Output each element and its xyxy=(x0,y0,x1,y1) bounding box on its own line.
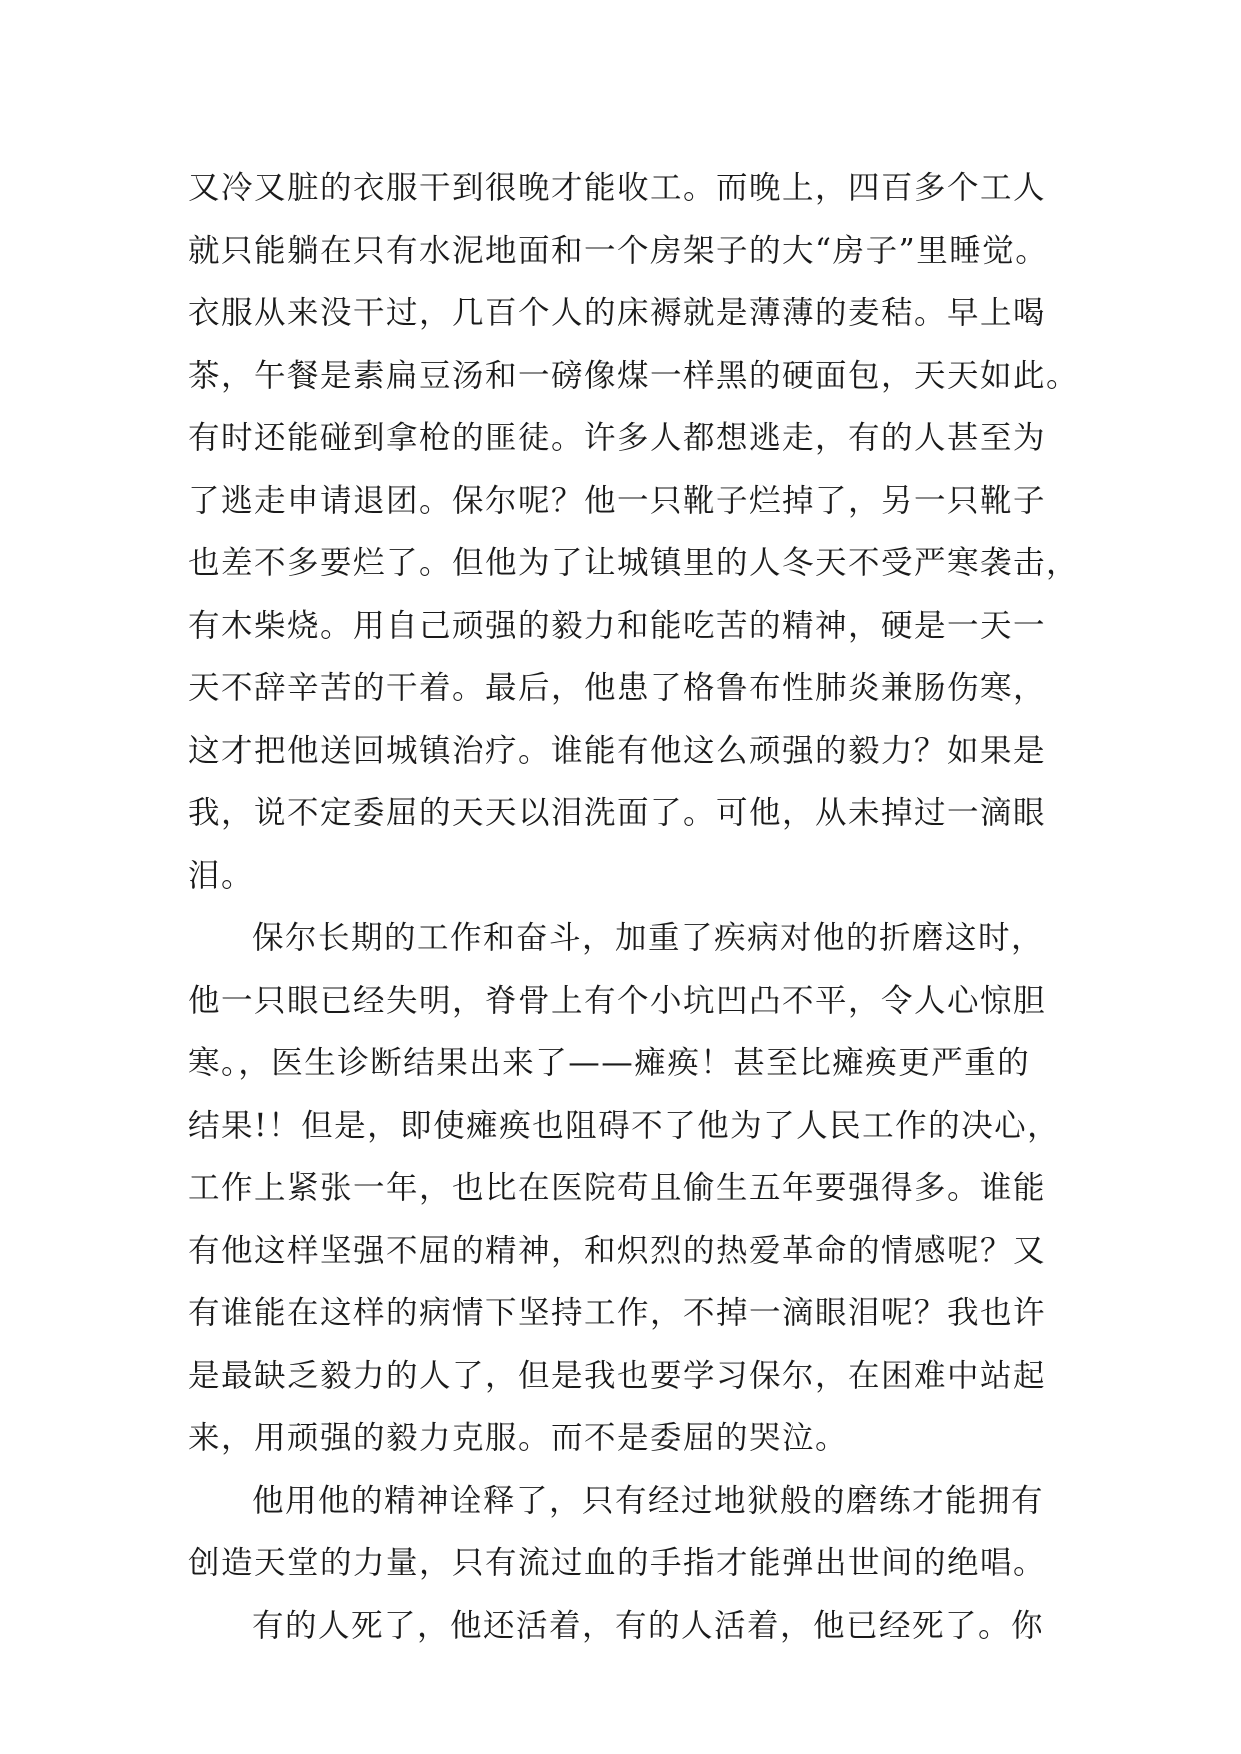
text-line: 我，说不定委屈的天天以泪洗面了。可他，从未掉过一滴眼 xyxy=(188,795,1047,831)
paragraph-first-line: 他用他的精神诠释了，只有经过地狱般的磨练才能拥有 xyxy=(252,1482,1045,1519)
text-line: 就只能躺在只有水泥地面和一个房架子的大“房子”里睡觉。 xyxy=(188,232,1049,269)
paragraph-first-line: 有的人死了，他还活着，有的人活着，他已经死了。你 xyxy=(252,1607,1045,1644)
text-line: 来，用顽强的毅力克服。而不是委屈的哭泣。 xyxy=(188,1420,849,1456)
text-line: 茶，午餐是素扁豆汤和一磅像煤一样黑的硬面包，天天如此。 xyxy=(188,357,1080,394)
text-line: 这才把他送回城镇治疗。谁能有他这么顽强的毅力？如果是 xyxy=(188,732,1047,769)
text-line: 有他这样坚强不屈的精神，和炽烈的热爱革命的情感呢？又 xyxy=(188,1232,1047,1269)
text-line: 工作上紧张一年，也比在医院苟且偷生五年要强得多。谁能 xyxy=(188,1170,1047,1206)
paragraph-first-line: 保尔长期的工作和奋斗，加重了疾病对他的折磨这时， xyxy=(252,920,1045,956)
text-line: 寒。，医生诊断结果出来了——瘫痪！甚至比瘫痪更严重的 xyxy=(188,1045,1031,1081)
text-line: 结果!！但是，即使瘫痪也阻碍不了他为了人民工作的决心， xyxy=(188,1107,1061,1144)
text-line: 是最缺乏毅力的人了，但是我也要学习保尔，在困难中站起 xyxy=(188,1357,1047,1394)
text-line: 创造天堂的力量，只有流过血的手指才能弹出世间的绝唱。 xyxy=(188,1545,1047,1581)
text-line: 衣服从来没干过，几百个人的床褥就是薄薄的麦秸。早上喝 xyxy=(188,295,1047,331)
text-line: 他一只眼已经失明，脊骨上有个小坑凹凸不平，令人心惊胆 xyxy=(188,982,1047,1019)
text-line: 也差不多要烂了。但他为了让城镇里的人冬天不受严寒袭击， xyxy=(188,545,1080,581)
text-line: 又冷又脏的衣服干到很晚才能收工。而晚上，四百多个工人 xyxy=(188,170,1047,206)
text-line: 有木柴烧。用自己顽强的毅力和能吃苦的精神，硬是一天一 xyxy=(188,607,1047,644)
body-text xyxy=(188,157,1080,1657)
text-line: 泪。 xyxy=(188,857,255,894)
text-line: 了逃走申请退团。保尔呢？他一只靴子烂掉了，另一只靴子 xyxy=(188,482,1047,519)
text-line: 天不辞辛苦的干着。最后，他患了格鲁布性肺炎兼肠伤寒， xyxy=(188,670,1047,706)
text-line: 有谁能在这样的病情下坚持工作，不掉一滴眼泪呢？我也许 xyxy=(188,1295,1047,1331)
text-line: 有时还能碰到拿枪的匪徒。许多人都想逃走，有的人甚至为 xyxy=(188,420,1047,456)
